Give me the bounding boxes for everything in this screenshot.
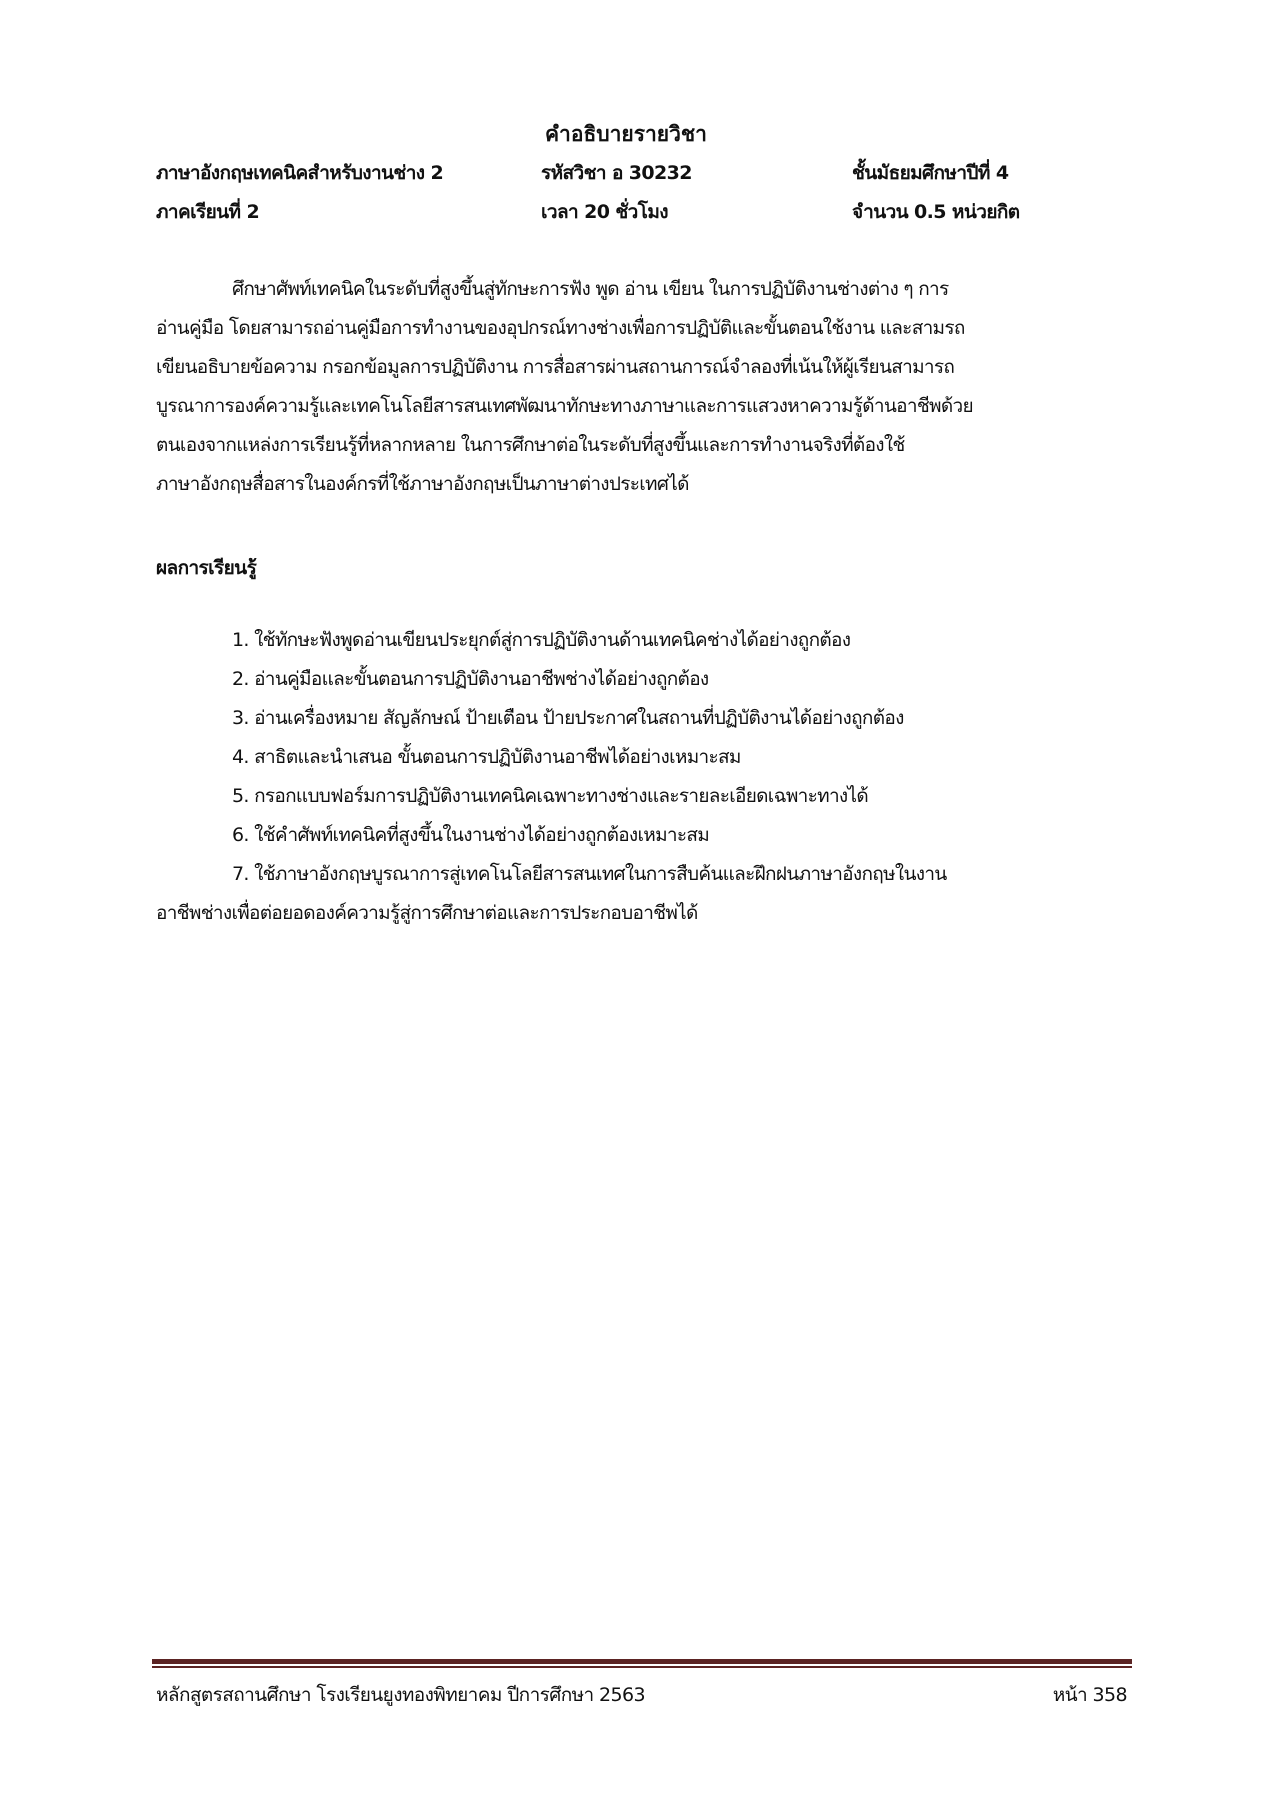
- description-line: ภาษาอังกฤษสื่อสารในองค์กรที่ใช้ภาษาอังกฤษเป็นภาษาต่างประเทศได้: [156, 473, 689, 495]
- description-line: ตนเองจากแหล่งการเรียนรู้ที่หลากหลาย ในการศึกษาต่อในระดับที่สูงขึ้นและการทำงานจริงที่ต้องใช้: [156, 434, 905, 456]
- hours: เวลา 20 ชั่วโมง: [541, 201, 668, 223]
- course-name: ภาษาอังกฤษเทคนิคสำหรับงานช่าง 2: [156, 162, 444, 184]
- description-line: บูรณาการองค์ความรู้และเทคโนโลยีสารสนเทศพัฒนาทักษะทางภาษาและการแสวงหาความรู้ด้านอาชีพด้วย: [156, 395, 973, 417]
- outcome-item: 4. สาธิตและนำเสนอ ขั้นตอนการปฏิบัติงานอาชีพได้อย่างเหมาะสม: [232, 746, 741, 768]
- outcome-item: 1. ใช้ทักษะฟังพูดอ่านเขียนประยุกต์สู่การปฏิบัติงานด้านเทคนิคช่างได้อย่างถูกต้อง: [232, 629, 851, 651]
- outcome-item-continuation: อาชีพช่างเพื่อต่อยอดองค์ความรู้สู่การศึกษาต่อและการประกอบอาชีพได้: [156, 902, 698, 924]
- outcome-item: 5. กรอกแบบฟอร์มการปฏิบัติงานเทคนิคเฉพาะทางช่างและรายละเอียดเฉพาะทางได้: [232, 785, 868, 807]
- outcome-item: 3. อ่านเครื่องหมาย สัญลักษณ์ ป้ายเตือน ป้ายประกาศในสถานที่ปฏิบัติงานได้อย่างถูกต้อง: [232, 707, 904, 729]
- semester: ภาคเรียนที่ 2: [156, 201, 260, 223]
- description-line: อ่านคู่มือ โดยสามารถอ่านคู่มือการทำงานของอุปกรณ์ทางช่างเพื่อการปฏิบัติและขั้นตอนใช้งาน และสามรถ: [156, 317, 965, 339]
- outcomes-heading: ผลการเรียนรู้: [156, 557, 257, 579]
- page-title: คำอธิบายรายวิชา: [545, 122, 707, 146]
- credits: จำนวน 0.5 หน่วยกิต: [852, 201, 1020, 223]
- outcome-item: 6. ใช้คำศัพท์เทคนิคที่สูงขึ้นในงานช่างได้อย่างถูกต้องเหมาะสม: [232, 824, 710, 846]
- description-line: ศึกษาศัพท์เทคนิคในระดับที่สูงขึ้นสู่ทักษะการฟัง พูด อ่าน เขียน ในการปฏิบัติงานช่างต่าง ๆ การ: [232, 278, 949, 300]
- footer-rule-thick: [152, 1659, 1132, 1664]
- outcome-item: 2. อ่านคู่มือและขั้นตอนการปฏิบัติงานอาชีพช่างได้อย่างถูกต้อง: [232, 668, 709, 690]
- grade-level: ชั้นมัธยมศึกษาปีที่ 4: [852, 162, 1009, 184]
- page-number: หน้า 358: [1052, 1684, 1127, 1706]
- outcome-item: 7. ใช้ภาษาอังกฤษบูรณาการสู่เทคโนโลยีสารสนเทศในการสืบค้นและฝึกฝนภาษาอังกฤษในงาน: [232, 863, 947, 885]
- footer-curriculum: หลักสูตรสถานศึกษา โรงเรียนยูงทองพิทยาคม ปีการศึกษา 2563: [156, 1684, 646, 1706]
- description-line: เขียนอธิบายข้อความ กรอกข้อมูลการปฏิบัติงาน การสื่อสารผ่านสถานการณ์จำลองที่เน้นให้ผู้เรียนสามารถ: [156, 356, 955, 378]
- footer-rule-thin: [152, 1666, 1132, 1668]
- course-code: รหัสวิชา อ 30232: [541, 162, 692, 184]
